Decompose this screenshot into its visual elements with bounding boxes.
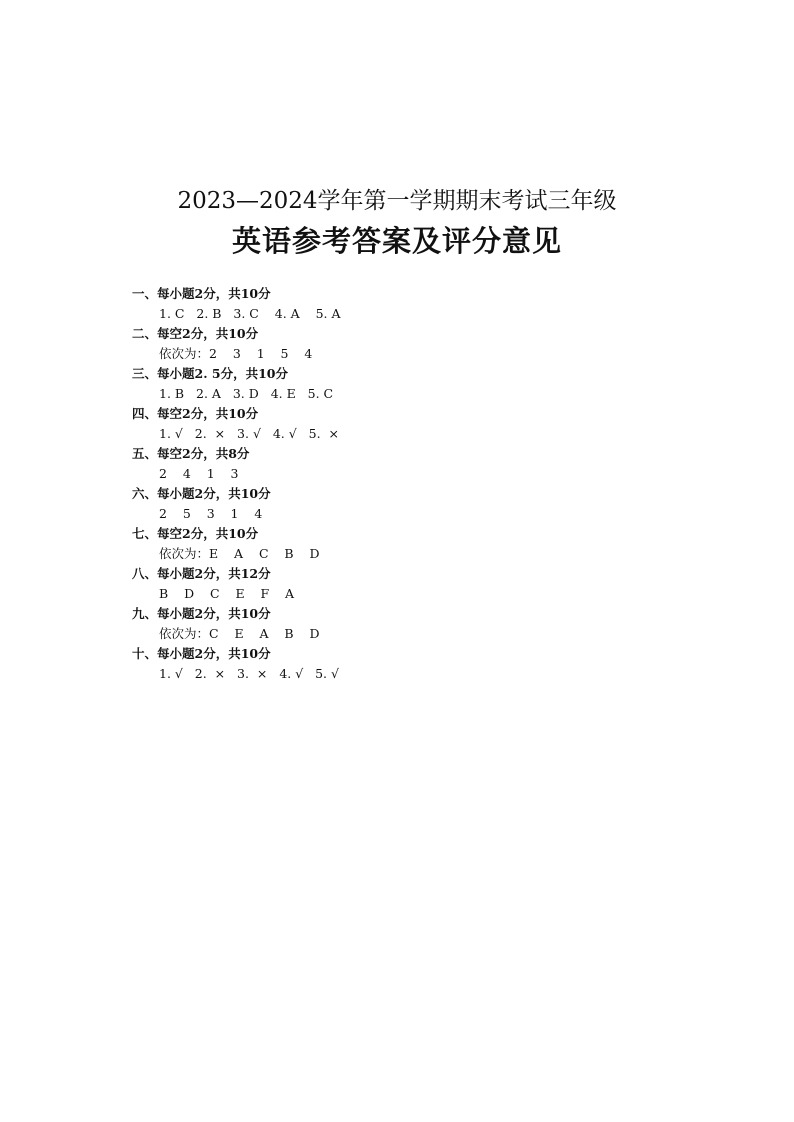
section-answers: 1. C 2. B 3. C 4. A 5. A [159,306,341,321]
section-heading: 四、每空2分，共10分 [132,406,259,421]
section-answers: 1. √ 2. × 3. √ 4. √ 5. × [159,426,339,441]
section-answers: 1. √ 2. × 3. × 4. √ 5. √ [159,666,339,681]
section-answers: B D C E F A [159,586,295,601]
section-heading: 二、每空2分，共10分 [132,326,259,341]
section-heading: 九、每小题2分，共10分 [132,606,271,621]
section-3 [132,364,692,404]
section-answers: 2 4 1 3 [159,466,239,481]
section-answers: 依次为：C E A B D [159,626,320,641]
document-title: 2023—2024学年第一学期期末考试三年级 [177,188,617,214]
section-heading: 三、每小题2. 5分，共10分 [132,366,288,381]
section-1 [132,284,692,324]
section-4 [132,404,692,444]
section-heading: 八、每小题2分，共12分 [132,566,271,581]
section-6 [132,484,692,524]
section-answers: 1. B 2. A 3. D 4. E 5. C [159,386,334,401]
section-2 [132,324,692,364]
section-answers: 依次为：2 3 1 5 4 [159,346,313,361]
section-heading: 七、每空2分，共10分 [132,526,259,541]
section-9 [132,604,692,644]
document-subtitle: 英语参考答案及评分意见 [231,224,562,258]
section-8 [132,564,692,604]
section-10 [132,644,692,684]
section-heading: 六、每小题2分，共10分 [132,486,271,501]
answer-sections [132,284,692,684]
section-answers: 2 5 3 1 4 [159,506,263,521]
section-heading: 十、每小题2分，共10分 [132,646,271,661]
section-answers: 依次为：E A C B D [159,546,320,561]
section-heading: 一、每小题2分，共10分 [132,286,271,301]
section-7 [132,524,692,564]
section-5 [132,444,692,484]
section-heading: 五、每空2分，共8分 [132,446,250,461]
